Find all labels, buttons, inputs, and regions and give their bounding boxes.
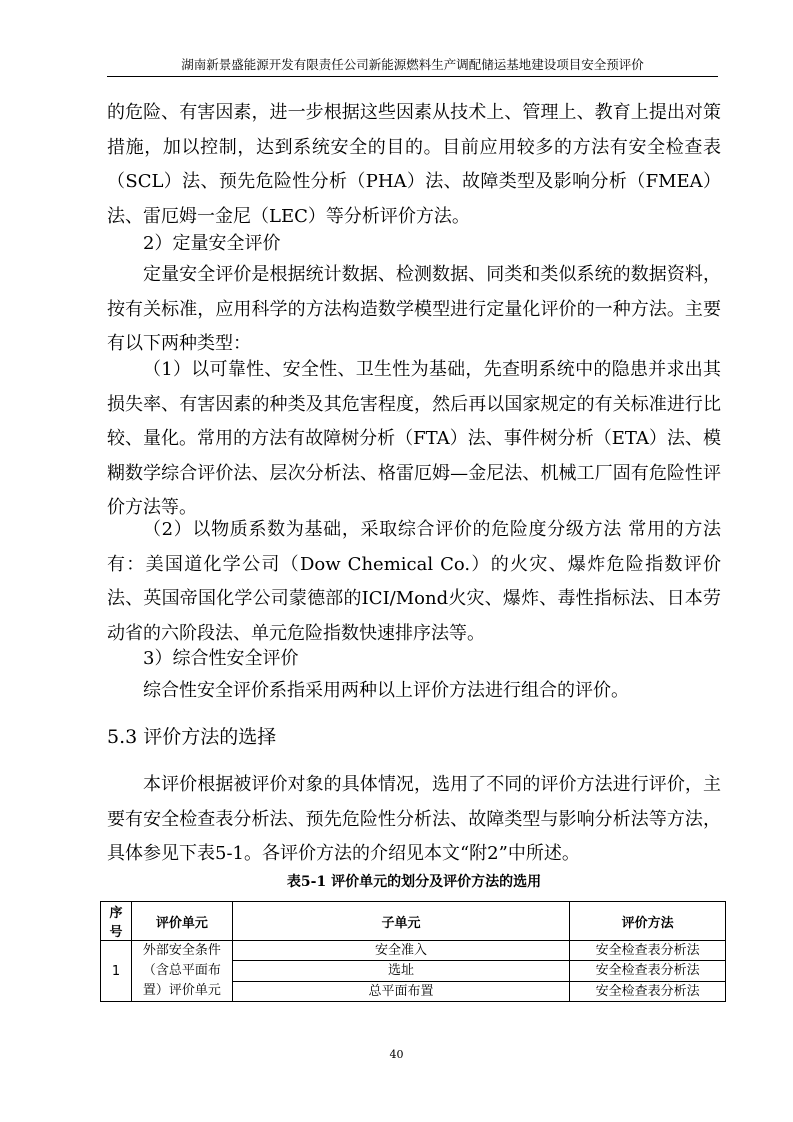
paragraph-quantitative: 定量安全评价是根据统计数据、检测数据、同类和类似系统的数据资料，按有关标准，应用科学的方法构造数学模型进行定量化评价的一种方法。主要有以下两种类型： — [107, 264, 721, 354]
page-header: 湖南新景盛能源开发有限责任公司新能源燃料生产调配储运基地建设项目安全预评价 — [181, 57, 644, 72]
row-subunit: 安全准入 — [232, 941, 569, 961]
header-subunit: 子单元 — [232, 902, 569, 941]
row-number: 1 — [101, 941, 132, 1002]
paragraph-selection: 本评价根据被评价对象的具体情况，选用了不同的评价方法进行评价，主要有安全检查表分析法、预先危险性分析法、故障类型与影响分析法等方法，具体参见下表5-1。各评价方法的介绍见本文“附2”中所述。 — [107, 774, 721, 864]
table-row — [101, 941, 726, 961]
subheading-quantitative: 2）定量安全评价 — [143, 233, 281, 254]
table-caption: 表5-1 评价单元的划分及评价方法的选用 — [286, 874, 542, 890]
page-number: 40 — [389, 1048, 404, 1061]
header-number — [101, 902, 132, 941]
row-method: 安全检查表分析法 — [570, 961, 726, 981]
evaluation-units-table — [100, 901, 726, 1002]
paragraph-comprehensive: 综合性安全评价系指采用两种以上评价方法进行组合的评价。 — [143, 680, 629, 701]
header-number-text: 序 号 — [109, 906, 123, 940]
header-method: 评价方法 — [570, 902, 726, 941]
row-method: 安全检查表分析法 — [570, 941, 726, 961]
row-method: 安全检查表分析法 — [570, 981, 726, 1001]
unit-line: （含总平面布 — [142, 963, 221, 978]
paragraph-type-1: （1）以可靠性、安全性、卫生性为基础，先查明系统中的隐患并求出其损失率、有害因素的种类及其危害程度，然后再以国家规定的有关标准进行比较、量化。常用的方法有故障树分析（FTA）法、事件树分析（ETA）法、模糊数学综合评价法、层次分析法、格雷厄姆—金尼法、机械工厂固有危险性评价方法等。 — [107, 359, 721, 518]
subheading-comprehensive: 3）综合性安全评价 — [143, 648, 299, 669]
unit-line: 外部安全条件 — [142, 943, 221, 958]
unit-line: 置）评价单元 — [142, 983, 221, 998]
paragraph-methods-intro: 的危险、有害因素，进一步根据这些因素从技术上、管理上、教育上提出对策措施，加以控制，达到系统安全的目的。目前应用较多的方法有安全检查表（SCL）法、预先危险性分析（PHA）法、故障类型及影响分析（FMEA）法、雷厄姆一金尼（LEC）等分析评价方法。 — [107, 102, 721, 227]
header-rule — [107, 76, 718, 77]
header-unit: 评价单元 — [131, 902, 232, 941]
paragraph-type-2: （2）以物质系数为基础，采取综合评价的危险度分级方法 常用的方法有：美国道化学公司（Dow Chemical Co.）的火灾、爆炸危险指数评价法、英国帝国化学公司蒙德部的ICI/Mond火灾、爆炸、毒性指标法、日本劳动省的六阶段法、单元危险指数快速排序法等。 — [107, 519, 721, 644]
table-header-row — [101, 902, 726, 941]
row-subunit: 选址 — [232, 961, 569, 981]
row-subunit: 总平面布置 — [232, 981, 569, 1001]
section-heading: 5.3 评价方法的选择 — [107, 726, 277, 748]
row-unit — [131, 941, 232, 1002]
